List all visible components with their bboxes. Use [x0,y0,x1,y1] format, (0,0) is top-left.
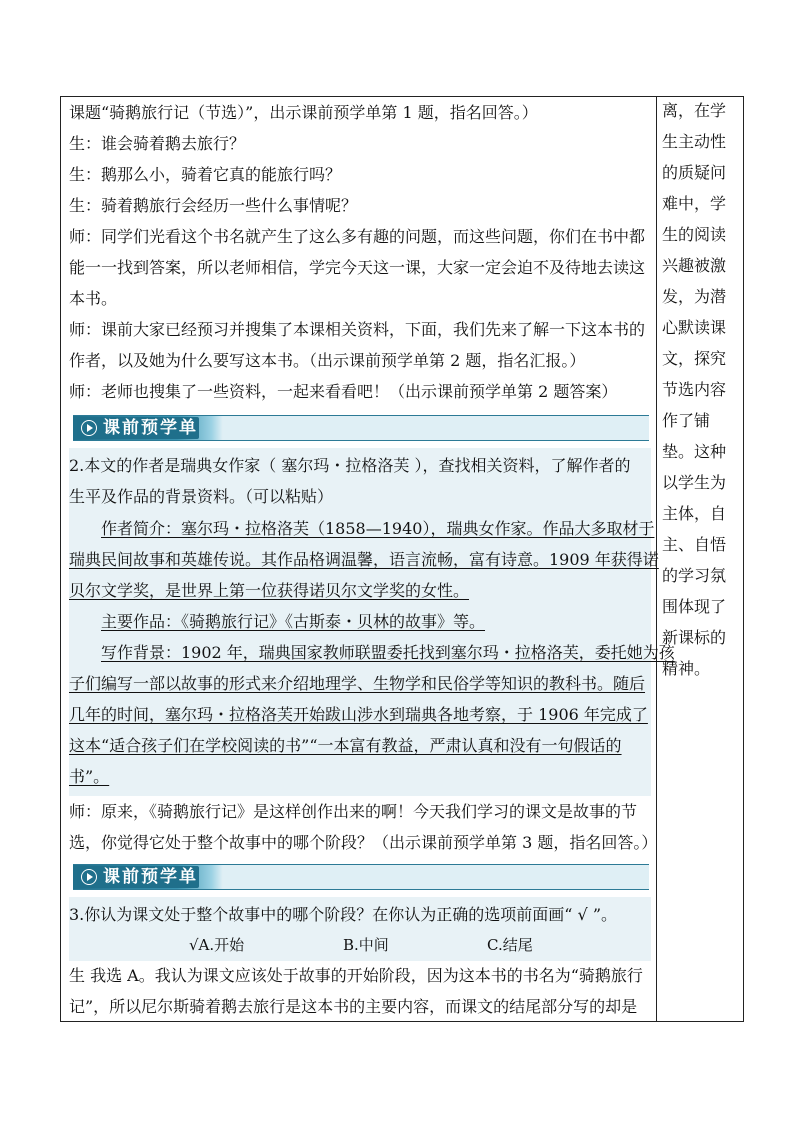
banner-label-box [77,866,199,888]
text-line: 师：原来，《骑鹅旅行记》是这样创作出来的啊！今天我们学习的课文是故事的节 [69,802,638,821]
text-line: 本书。 [69,289,118,308]
note-line: 主体，自 [662,504,727,523]
answer-line: 作者简介：塞尔玛・拉格洛芙（1858—1940），瑞典女作家。作品大多取材于 [101,519,655,538]
answer-line: 写作背景：1902 年，瑞典国家教师联盟委托找到塞尔玛・拉格洛芙，委托她为孩 [101,643,675,662]
text-line: 生：骑着鹅旅行会经历一些什么事情呢？ [69,196,358,215]
text-line: 师：老师也搜集了一些资料，一起来看看吧！（出示课前预学单第 2 题答案） [69,382,618,401]
play-icon [81,869,97,885]
text-line: 师：同学们光看这个书名就产生了这么多有趣的问题，而这些问题，你们在书中都 [69,227,646,246]
answer-line: 瑞典民间故事和英雄传说。其作品格调温馨，语言流畅，富有诗意。1909 年获得诺 [69,550,659,569]
option-a: √A.开始 [189,936,245,954]
answer-line: 这本“适合孩子们在学校阅读的书”“一本富有教益，严肃认真和没有一句假话的 [69,736,622,755]
note-line: 文，探究 [662,349,727,368]
answer-line: 书”。 [69,767,110,786]
note-line: 的质疑问 [662,163,727,182]
note-line: 节选内容 [662,380,727,399]
banner-title: 课前预学单 [103,867,198,887]
answer-line: 子们编写一部以故事的形式来介绍地理学、生物学和民俗学等知识的教科书。随后 [69,674,646,693]
note-line: 主、自悟 [662,535,727,554]
text-line: 能一一找到答案，所以老师相信，学完今天这一课，大家一定会迫不及待地去读这 [69,258,646,277]
text-line: 课题“骑鹅旅行记（节选）”，出示课前预学单第 1 题，指名回答。） [69,103,538,122]
note-line: 新课标的 [662,628,727,647]
note-line: 发，为潜 [662,287,727,306]
question-line: 生平及作品的背景资料。（可以粘贴） [69,487,334,506]
section-banner [73,415,649,441]
note-line: 生的阅读 [662,225,727,244]
option-c: C.结尾 [487,936,533,954]
lesson-plan-table [60,96,744,1022]
text-line: 生：谁会骑着鹅去旅行？ [69,134,246,153]
note-line: 的学习氛 [662,566,727,585]
banner-title: 课前预学单 [103,418,198,438]
section-banner [73,864,649,890]
note-line: 心默读课 [662,318,727,337]
answer-line: 主要作品：《骑鹅旅行记》《古斯泰・贝林的故事》等。 [101,612,486,631]
note-line: 围体现了 [662,597,727,616]
question-line: 3.你认为课文处于整个故事中的哪个阶段？在你认为正确的选项前面画“ √ ”。 [69,905,617,924]
text-line: 作者，以及她为什么要写这本书。（出示课前预学单第 2 题，指名汇报。） [69,351,586,370]
answer-line: 贝尔文学奖，是世界上第一位获得诺贝尔文学奖的女性。 [69,581,470,600]
answer-line: 几年的时间，塞尔玛・拉格洛芙开始跋山涉水到瑞典各地考察，于 1906 年完成了 [69,705,648,724]
text-line: 生：鹅那么小，骑着它真的能旅行吗？ [69,165,342,184]
text-line: 记”，所以尼尔斯骑着鹅去旅行是这本书的主要内容，而课文的结尾部分写的却是 [69,997,638,1016]
text-line: 选，你觉得它处于整个故事中的哪个阶段？（出示课前预学单第 3 题，指名回答。） [69,833,658,852]
question-line: 2.本文的作者是瑞典女作家（ 塞尔玛・拉格洛芙 ），查找相关资料，了解作者的 [69,456,631,475]
note-line: 以学生为 [662,473,727,492]
note-line: 生主动性 [662,132,727,151]
note-line: 作了铺 [662,411,711,430]
note-line: 垫。这种 [662,442,727,461]
note-line: 离，在学 [662,101,727,120]
note-line: 兴趣被激 [662,256,727,275]
note-line: 难中，学 [662,194,727,213]
text-line: 师：课前大家已经预习并搜集了本课相关资料，下面，我们先来了解一下这本书的 [69,320,646,339]
play-icon [81,420,97,436]
note-line: 精神。 [662,659,711,678]
banner-label-box [77,417,199,439]
option-b: B.中间 [343,936,389,954]
text-line: 生 我选 A。我认为课文应该处于故事的开始阶段，因为这本书的书名为“骑鹅旅行 [69,966,643,985]
